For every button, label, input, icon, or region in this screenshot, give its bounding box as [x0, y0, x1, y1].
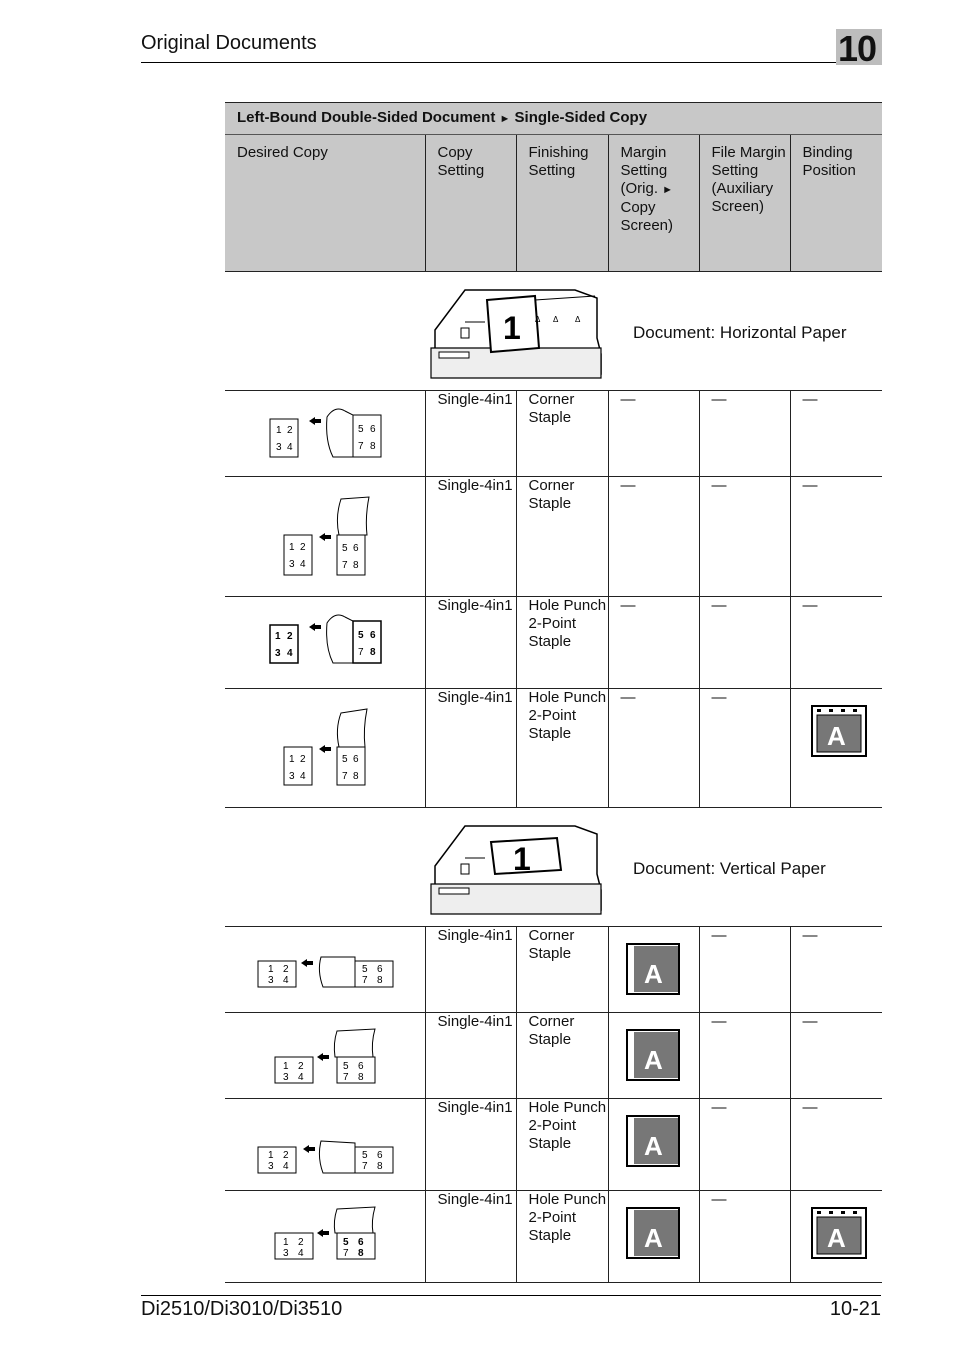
col-margin	[608, 135, 699, 272]
svg-text:5: 5	[362, 964, 368, 975]
svg-text:1: 1	[289, 542, 295, 553]
svg-text:1: 1	[268, 964, 274, 975]
finishing-setting: Corner Staple	[516, 477, 608, 597]
finishing-setting: Hole Punch 2-Point Staple	[516, 689, 608, 808]
svg-text:1: 1	[503, 310, 521, 346]
desired-copy-figure	[225, 1013, 425, 1099]
svg-text:3: 3	[268, 975, 274, 986]
copy-setting: Single-4in1	[425, 391, 516, 477]
svg-text:1: 1	[268, 1150, 274, 1161]
svg-text:2: 2	[298, 1061, 304, 1072]
binding-position: —	[790, 597, 882, 689]
copy-diagram	[225, 391, 425, 471]
svg-text:7: 7	[358, 647, 364, 658]
settings-table	[225, 102, 882, 1283]
svg-text:5: 5	[343, 1237, 349, 1248]
copy-diagram	[225, 1099, 425, 1185]
svg-text:4: 4	[300, 771, 306, 782]
svg-text:3: 3	[289, 559, 295, 570]
margin-setting: —	[608, 391, 699, 477]
section-label: Document: Vertical Paper	[633, 859, 826, 878]
table-row	[225, 597, 882, 689]
svg-text:4: 4	[298, 1072, 304, 1083]
svg-text:2: 2	[298, 1237, 304, 1248]
binding-position	[790, 689, 882, 808]
binding-position	[790, 1191, 882, 1283]
svg-text:4: 4	[287, 442, 293, 453]
section-row	[225, 272, 882, 391]
col-binding: Binding Position	[790, 135, 882, 272]
col-finishing: Finishing Setting	[516, 135, 608, 272]
svg-text:1: 1	[283, 1237, 289, 1248]
svg-text:2: 2	[283, 1150, 289, 1161]
section-row	[225, 808, 882, 927]
margin-setting	[608, 927, 699, 1013]
copy-diagram	[225, 597, 425, 683]
table-row	[225, 1191, 882, 1283]
copy-setting: Single-4in1	[425, 1013, 516, 1099]
svg-text:7: 7	[343, 1248, 349, 1259]
svg-text:8: 8	[377, 1161, 383, 1172]
margin-left-icon	[626, 1029, 682, 1083]
svg-text:8: 8	[358, 1072, 364, 1083]
col-file-margin: File Margin Setting (Auxiliary Screen)	[699, 135, 790, 272]
binding-position: —	[790, 391, 882, 477]
svg-text:A: A	[643, 1223, 663, 1253]
svg-text:7: 7	[342, 560, 348, 571]
svg-text:1: 1	[276, 425, 282, 436]
col-desired: Desired Copy	[225, 135, 425, 272]
svg-text:6: 6	[353, 754, 359, 765]
svg-text:4: 4	[283, 1161, 289, 1172]
svg-text:5: 5	[362, 1150, 368, 1161]
column-header-row	[225, 135, 882, 272]
table-title	[225, 103, 882, 135]
finishing-setting: Corner Staple	[516, 927, 608, 1013]
svg-text:2: 2	[300, 542, 306, 553]
desired-copy-figure	[225, 597, 425, 689]
file-margin-setting: —	[699, 391, 790, 477]
copy-diagram	[225, 689, 425, 802]
file-margin-setting: —	[699, 927, 790, 1013]
desired-copy-figure	[225, 1191, 425, 1283]
svg-text:7: 7	[343, 1072, 349, 1083]
margin-left-icon	[626, 1115, 682, 1169]
svg-text:1: 1	[275, 631, 281, 642]
svg-text:7: 7	[358, 441, 364, 452]
copy-setting: Single-4in1	[425, 477, 516, 597]
svg-text:6: 6	[353, 543, 359, 554]
table-row	[225, 1099, 882, 1191]
copy-setting: Single-4in1	[425, 689, 516, 808]
copy-setting: Single-4in1	[425, 597, 516, 689]
svg-text:2: 2	[287, 425, 293, 436]
svg-text:A: A	[643, 959, 663, 989]
svg-text:5: 5	[343, 1061, 349, 1072]
svg-text:2: 2	[300, 754, 306, 765]
table-row	[225, 689, 882, 808]
file-margin-setting: —	[699, 477, 790, 597]
svg-text:8: 8	[353, 771, 359, 782]
binding-position: —	[790, 1013, 882, 1099]
svg-text:7: 7	[362, 1161, 368, 1172]
svg-text:2: 2	[287, 631, 293, 642]
copy-diagram	[225, 1013, 425, 1093]
binding-top-icon	[811, 1207, 867, 1261]
svg-text:3: 3	[276, 442, 282, 453]
desired-copy-figure	[225, 477, 425, 597]
svg-text:8: 8	[377, 975, 383, 986]
svg-text:4: 4	[298, 1248, 304, 1259]
table-row	[225, 1013, 882, 1099]
finishing-setting: Hole Punch 2-Point Staple	[516, 597, 608, 689]
svg-text:3: 3	[283, 1248, 289, 1259]
copy-setting: Single-4in1	[425, 1099, 516, 1191]
chapter-number: 10	[838, 28, 877, 69]
file-margin-setting: —	[699, 597, 790, 689]
svg-text:1: 1	[513, 841, 531, 877]
svg-text:6: 6	[370, 630, 376, 641]
table-row	[225, 477, 882, 597]
binding-position: —	[790, 477, 882, 597]
copy-diagram	[225, 477, 425, 591]
footer-model: Di2510/Di3010/Di3510	[141, 1298, 343, 1320]
svg-text:8: 8	[353, 560, 359, 571]
desired-copy-figure	[225, 391, 425, 477]
finishing-setting: Corner Staple	[516, 391, 608, 477]
title-right: Single-Sided Copy	[514, 109, 648, 126]
desired-copy-figure	[225, 1099, 425, 1191]
copy-setting: Single-4in1	[425, 927, 516, 1013]
copy-diagram	[225, 1191, 425, 1277]
svg-text:8: 8	[358, 1248, 364, 1259]
section-label: Document: Horizontal Paper	[633, 323, 847, 342]
svg-text:3: 3	[283, 1072, 289, 1083]
margin-setting: —	[608, 477, 699, 597]
margin-left-icon	[626, 943, 682, 997]
svg-text:5: 5	[342, 543, 348, 554]
table-title-row	[225, 103, 882, 135]
page-header-title: Original Documents	[141, 32, 317, 54]
svg-text:1: 1	[289, 754, 295, 765]
right-triangle-icon: ►	[499, 113, 511, 125]
svg-text:1: 1	[283, 1061, 289, 1072]
col-copy: Copy Setting	[425, 135, 516, 272]
svg-text:5: 5	[358, 424, 364, 435]
svg-text:8: 8	[370, 441, 376, 452]
svg-text:A: A	[643, 1045, 663, 1075]
col-margin-text: Margin Setting (Orig.	[620, 144, 668, 197]
svg-text:A: A	[826, 721, 846, 751]
svg-text:7: 7	[362, 975, 368, 986]
table-row	[225, 927, 882, 1013]
margin-setting	[608, 1099, 699, 1191]
svg-text:5: 5	[342, 754, 348, 765]
binding-position: —	[790, 1099, 882, 1191]
copy-diagram	[225, 927, 425, 1007]
desired-copy-figure	[225, 689, 425, 808]
svg-text:7: 7	[342, 771, 348, 782]
margin-setting: —	[608, 597, 699, 689]
file-margin-setting: —	[699, 689, 790, 808]
finishing-setting: Corner Staple	[516, 1013, 608, 1099]
svg-text:6: 6	[370, 424, 376, 435]
copy-setting: Single-4in1	[425, 1191, 516, 1283]
footer-rule	[141, 1295, 881, 1296]
margin-left-icon	[626, 1207, 682, 1261]
svg-text:4: 4	[287, 648, 293, 659]
finishing-setting: Hole Punch 2-Point Staple	[516, 1191, 608, 1283]
svg-text:4: 4	[283, 975, 289, 986]
svg-text:3: 3	[289, 771, 295, 782]
svg-text:Δ: Δ	[553, 315, 559, 324]
header-rule	[141, 62, 881, 63]
finishing-setting: Hole Punch 2-Point Staple	[516, 1099, 608, 1191]
binding-position: —	[790, 927, 882, 1013]
margin-setting	[608, 1013, 699, 1099]
file-margin-setting: —	[699, 1013, 790, 1099]
svg-text:6: 6	[358, 1237, 364, 1248]
svg-text:6: 6	[358, 1061, 364, 1072]
right-triangle-icon: ►	[662, 184, 674, 196]
svg-text:Δ: Δ	[535, 315, 541, 324]
margin-setting	[608, 1191, 699, 1283]
svg-text:6: 6	[377, 1150, 383, 1161]
svg-text:6: 6	[377, 964, 383, 975]
title-left: Left-Bound Double-Sided Document	[237, 109, 496, 126]
file-margin-setting: —	[699, 1191, 790, 1283]
svg-text:Δ: Δ	[575, 315, 581, 324]
binding-top-icon	[811, 705, 867, 759]
svg-text:A: A	[826, 1223, 846, 1253]
svg-text:2: 2	[283, 964, 289, 975]
footer-page-number: 10-21	[829, 1298, 881, 1320]
file-margin-setting: —	[699, 1099, 790, 1191]
table-row	[225, 391, 882, 477]
svg-text:4: 4	[300, 559, 306, 570]
svg-text:3: 3	[268, 1161, 274, 1172]
svg-text:A: A	[643, 1131, 663, 1161]
col-margin-tail: Copy Screen)	[620, 199, 674, 234]
margin-setting: —	[608, 689, 699, 808]
desired-copy-figure	[225, 927, 425, 1013]
svg-text:3: 3	[275, 648, 281, 659]
svg-text:8: 8	[370, 647, 376, 658]
svg-text:5: 5	[358, 630, 364, 641]
